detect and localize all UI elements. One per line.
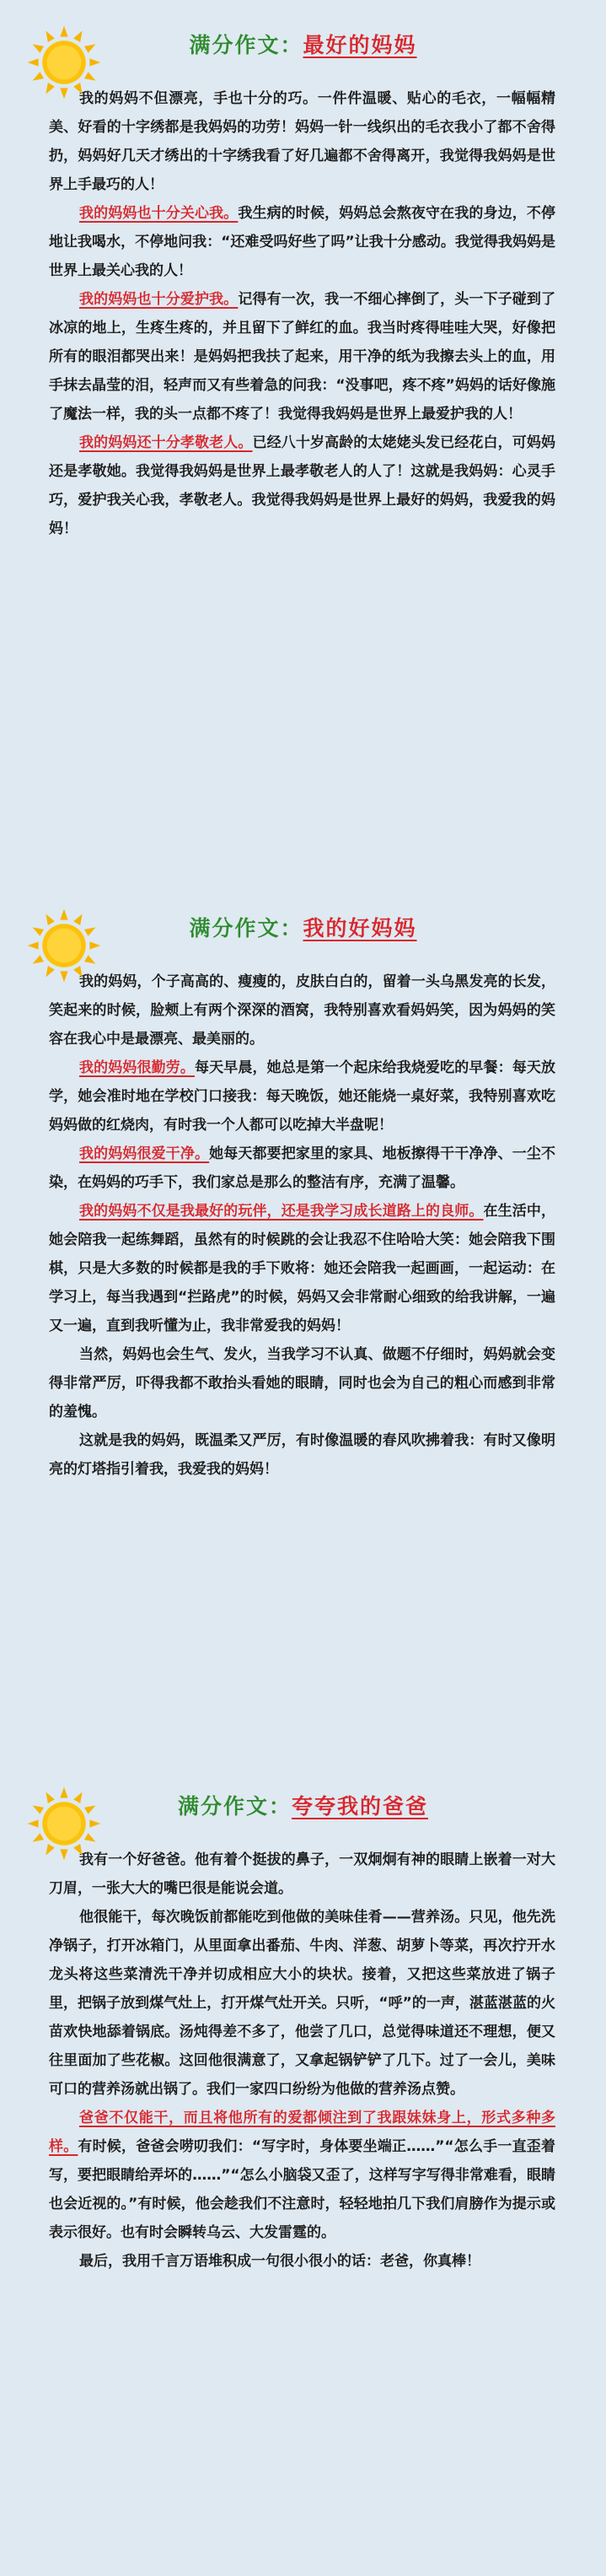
title-subject: 我的好妈妈 <box>303 916 417 940</box>
paragraph <box>49 967 555 1054</box>
text-segment: 他很能干，每次晚饭前都能吃到他做的美味佳肴——营养汤。只见，他先洗净锅子，打开冰箱门，从里面拿出番茄、牛肉、洋葱、胡萝卜等菜，再次拧开水龙头将这些菜清洗干净并切成相应大小的块状。接着，又把这些菜放进了锅子里，把锅子放到煤气灶上，打开煤气灶开关。只听，“呼”的一声，湛蓝湛蓝的火苗欢快地舔着锅底。汤炖得差不多了，他尝了几口，总觉得味道还不理想，便又往里面加了些花椒。这回他很满意了，又拿起锅铲铲了几下。过了一会儿，美味可口的营养汤就出锅了。我们一家四口纷纷为他做的营养汤点赞。 <box>49 1909 555 2098</box>
title-subject: 夸夸我的爸爸 <box>292 1794 429 1819</box>
title-prefix: 满分作文： <box>189 916 303 940</box>
highlight-sentence: 我的妈妈很勤劳。 <box>79 1059 195 1076</box>
paragraph <box>49 84 555 199</box>
text-segment: 在生活中，她会陪我一起练舞蹈，虽然有的时候跳的会让我忍不住哈哈大笑：她会陪我下围棋，只是大多数的时候都是我的手下败将：她还会陪我一起画画，一起运动：在学习上，每当我遇到“拦路虎”的时候，妈妈又会非常耐心细致的给我讲解，一遍又一遍，直到我听懂为止，我非常爱我的妈妈！ <box>49 1203 555 1334</box>
text-segment: 我生病的时候，妈妈总会熬夜守在我的身边，不停地让我喝水，不停地问我：“还难受吗好些了吗”让我十分感动。我觉得我妈妈是世界上最关心我的人！ <box>49 205 555 279</box>
paragraph <box>49 1140 555 1197</box>
title-subject: 最好的妈妈 <box>303 33 417 57</box>
text-segment: 每天早晨，她总是第一个起床给我烧爱吃的早餐：每天放学，她会准时地在学校门口接我：每天晚饭，她还能烧一桌好菜，我特别喜欢吃妈妈做的红烧肉，有时我一个人都可以吃掉大半盘呢！ <box>49 1059 555 1134</box>
paragraph <box>49 428 555 543</box>
text-segment: 有时候，爸爸会唠叨我们：“写字时，身体要坐端正……”“怎么手一直歪着写，要把眼睛给弄坏的……”“怎么小脑袋又歪了，这样写字写得非常难看，眼睛也会近视的。”有时候，他会趁我们不注意时，轻轻地拍几下我们肩膀作为提示或表示很好。也有时会瞬转乌云、大发雷霆的。 <box>49 2138 555 2241</box>
title-prefix: 满分作文： <box>177 1794 292 1819</box>
paragraph <box>49 1054 555 1140</box>
paragraph <box>49 2247 555 2276</box>
highlight-sentence: 我的妈妈很爱干净。 <box>79 1145 210 1162</box>
text-segment: 已经八十岁高龄的太姥姥头发已经花白，可妈妈还是孝敬她。我觉得我妈妈是世界上最孝敬老人的人了！这就是我妈妈：心灵手巧，爱护我关心我，孝敬老人。我觉得我妈妈是世界上最好的妈妈，我爱我的妈妈！ <box>49 434 555 537</box>
text-segment: 我的妈妈，个子高高的、瘦瘦的，皮肤白白的，留着一头乌黑发亮的长发，笑起来的时候，脸颊上有两个深深的酒窝，我特别喜欢看妈妈笑，因为妈妈的笑容在我心中是最漂亮、最美丽的。 <box>49 973 555 1048</box>
essay-3 <box>0 1761 606 2276</box>
paragraph <box>49 1846 555 1903</box>
paragraph <box>49 1903 555 2104</box>
essay-1 <box>0 0 606 543</box>
essay-title <box>0 1790 606 1820</box>
essay-title-row <box>0 883 606 967</box>
text-segment: 当然，妈妈也会生气、发火，当我学习不认真、做题不仔细时，妈妈就会变得非常严厉，吓得我都不敢抬头看她的眼睛，同时也会为自己的粗心而感到非常的羞愧。 <box>49 1346 555 1420</box>
highlight-sentence: 爸爸不仅能干，而且将他所有的爱都倾注到了我跟妹妹身上，形式多种多样。 <box>49 2110 555 2155</box>
highlight-sentence: 我的妈妈也十分爱护我。 <box>79 291 239 308</box>
essay-2 <box>0 883 606 1484</box>
text-segment: 我的妈妈不但漂亮，手也十分的巧。一件件温暖、贴心的毛衣，一幅幅精美、好看的十字绣都是我妈妈的功劳！妈妈一针一线织出的毛衣我小了都不舍得扔，妈妈好几天才绣出的十字绣我看了好几遍都不舍得离开，我觉得我妈妈是世界上手最巧的人！ <box>49 90 555 193</box>
essay-title <box>0 912 606 942</box>
text-segment: 她每天都要把家里的家具、地板擦得干干净净、一尘不染，在妈妈的巧手下，我们家总是那么的整洁有序，充满了温馨。 <box>49 1145 555 1191</box>
text-segment: 最后，我用千言万语堆积成一句很小很小的话：老爸，你真棒！ <box>79 2253 480 2270</box>
essay-body <box>0 967 606 1484</box>
essay-title-row <box>0 0 606 84</box>
paragraph <box>49 2104 555 2247</box>
text-segment: 这就是我的妈妈，既温柔又严厉，有时像温暖的春风吹拂着我：有时又像明亮的灯塔指引着我，我爱我的妈妈！ <box>49 1432 555 1478</box>
essay-body <box>0 1846 606 2276</box>
essay-title-row <box>0 1761 606 1846</box>
paragraph <box>49 1340 555 1426</box>
text-segment: 我有一个好爸爸。他有着个挺拔的鼻子，一双炯炯有神的眼睛上嵌着一对大刀眉，一张大大的嘴巴很是能说会道。 <box>49 1851 555 1897</box>
paragraph <box>49 199 555 285</box>
paragraph <box>49 285 555 428</box>
paragraph <box>49 1197 555 1340</box>
text-segment: 记得有一次，我一不细心摔倒了，头一下子碰到了冰凉的地上，生疼生疼的，并且留下了鲜红的血。我当时疼得哇哇大哭，好像把所有的眼泪都哭出来！是妈妈把我扶了起来，用干净的纸为我擦去头上的血，用手抹去晶莹的泪，轻声而又有些着急的问我：“没事吧，疼不疼”妈妈的话好像施了魔法一样，我的头一点都不疼了！我觉得我妈妈是世界上最爱护我的人！ <box>49 291 555 423</box>
essay-body <box>0 84 606 543</box>
paragraph <box>49 1426 555 1484</box>
highlight-sentence: 我的妈妈也十分关心我。 <box>79 205 239 222</box>
title-prefix: 满分作文： <box>189 33 303 57</box>
essay-title <box>0 29 606 59</box>
highlight-sentence: 我的妈妈不仅是我最好的玩伴，还是我学习成长道路上的良师。 <box>79 1203 484 1220</box>
highlight-sentence: 我的妈妈还十分孝敬老人。 <box>79 434 253 451</box>
